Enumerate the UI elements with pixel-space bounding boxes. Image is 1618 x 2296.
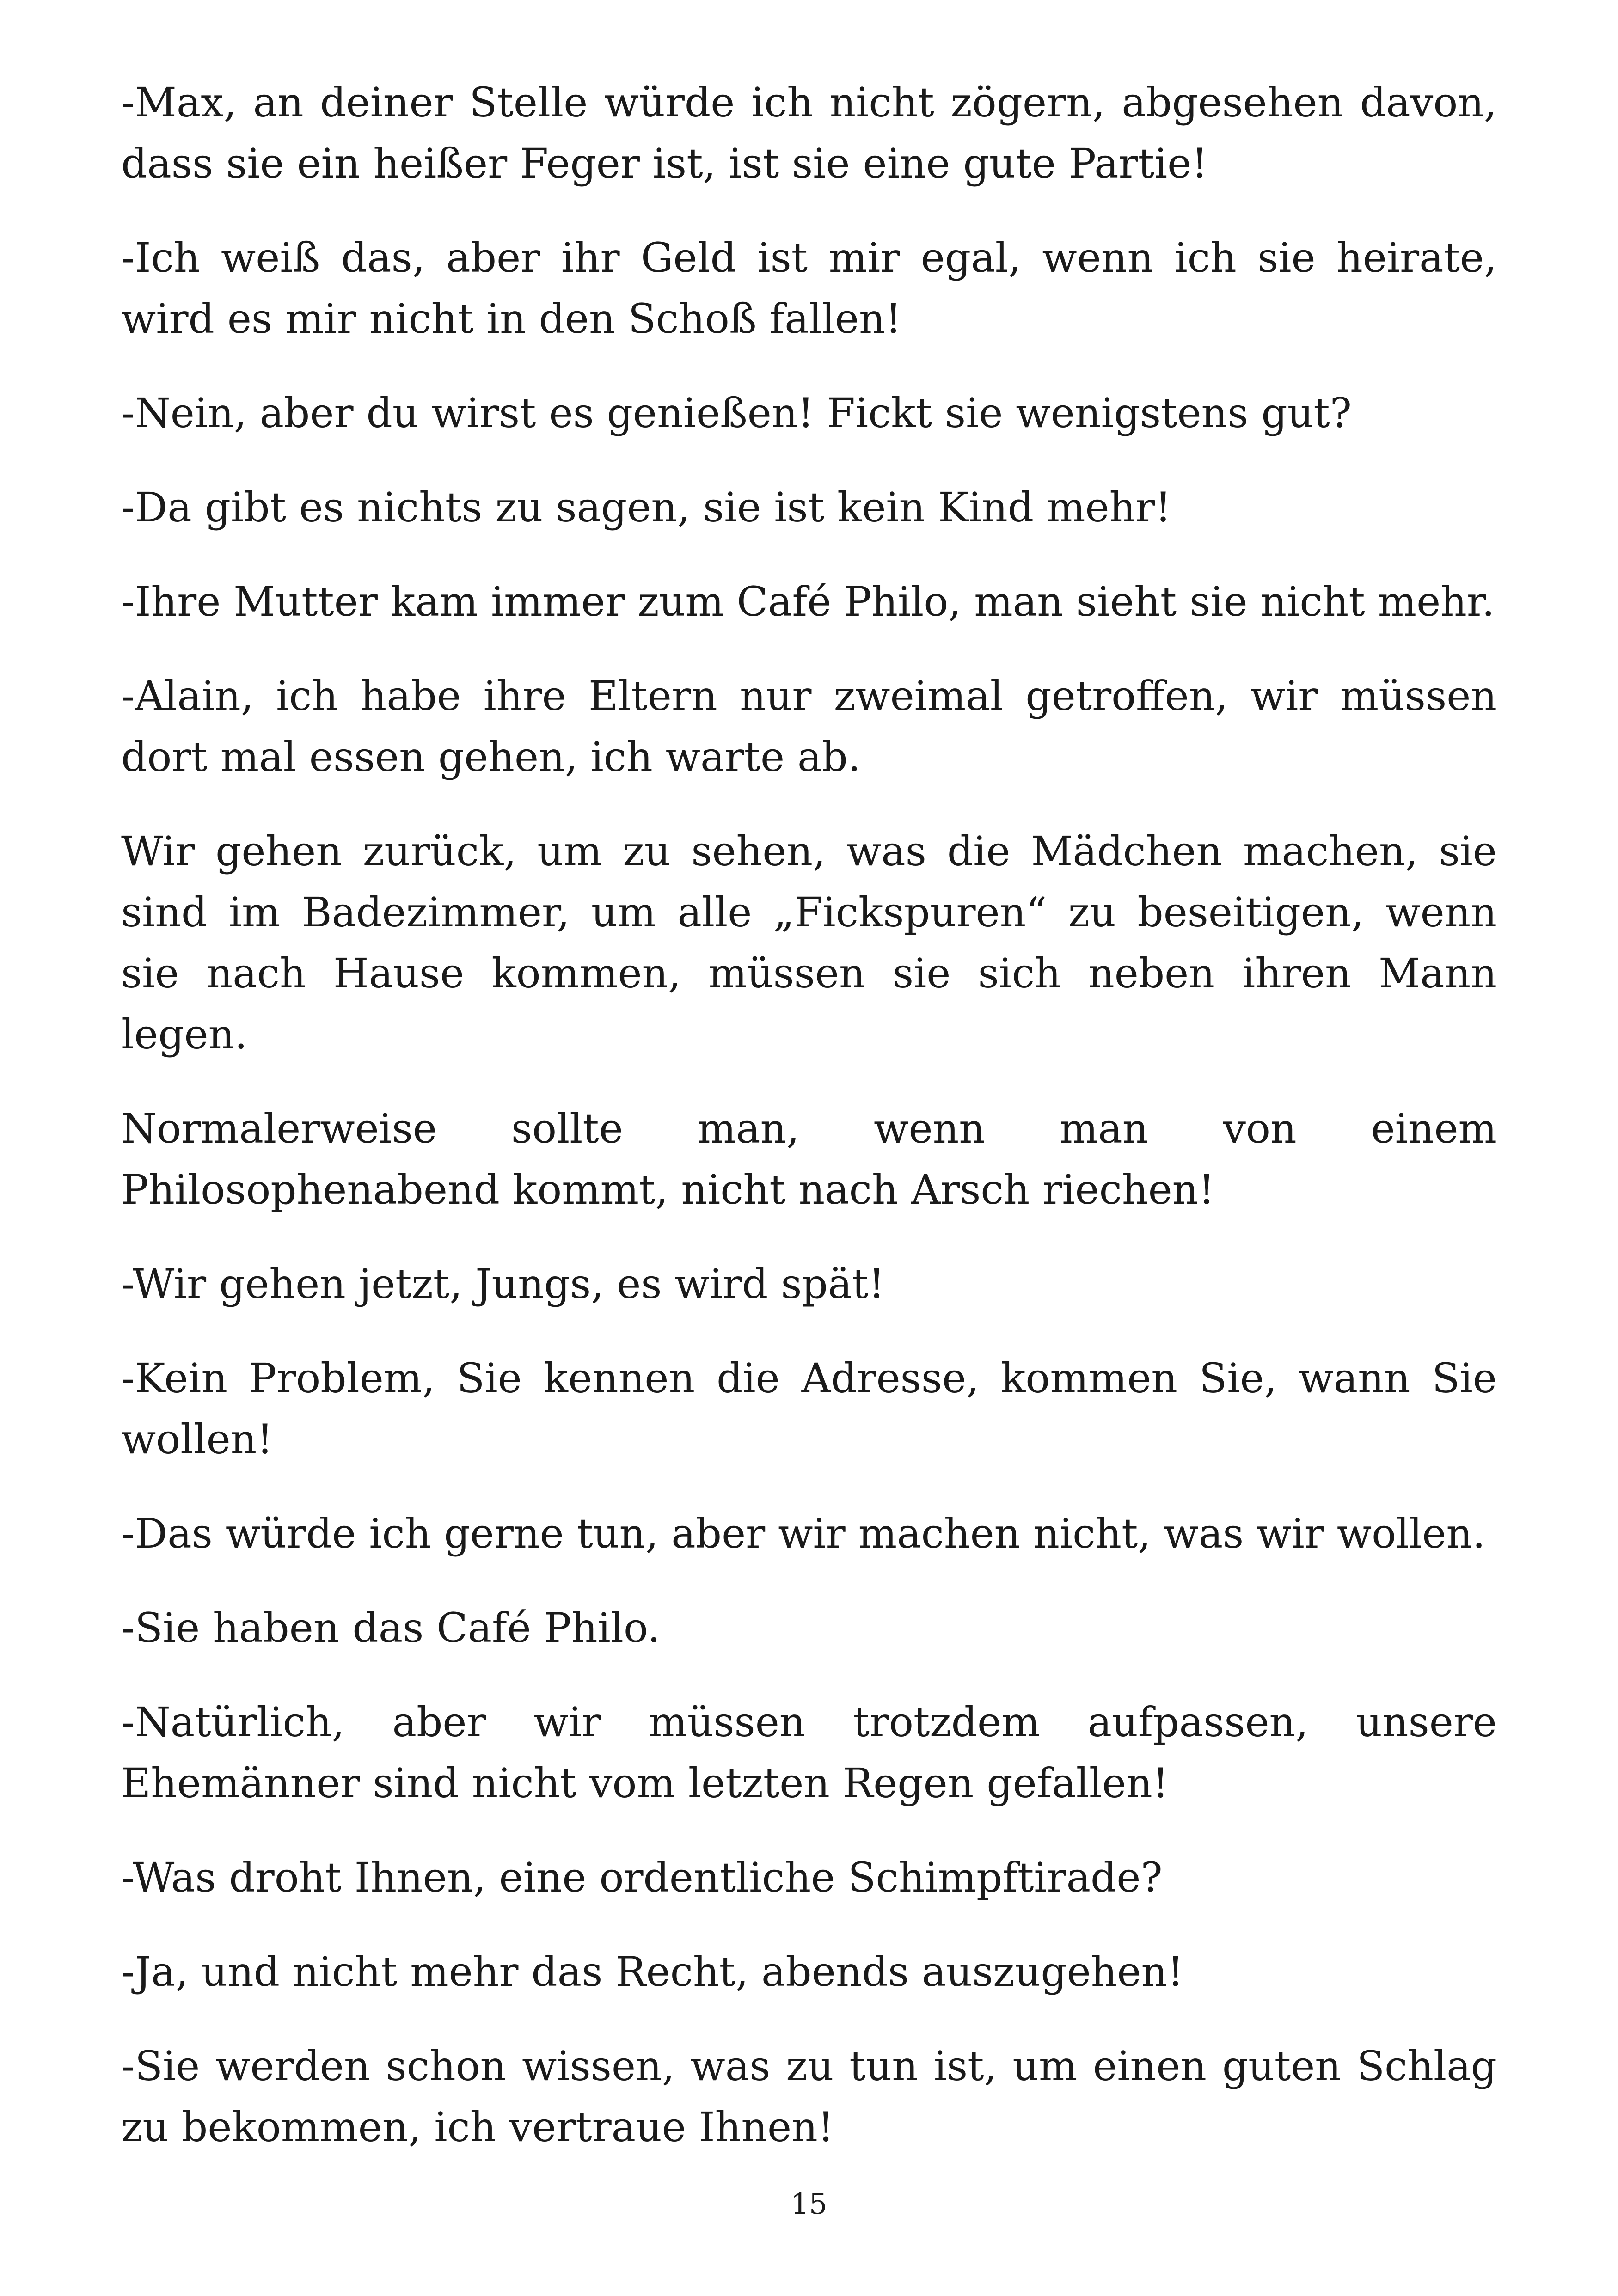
paragraph-15: -Ja, und nicht mehr das Recht, abends auszugehen! bbox=[121, 1948, 1184, 1996]
paragraph-8: Normalerweise sollte man, wenn man von einem Philosophenabend kommt, nicht nach Arsch riechen! bbox=[121, 1105, 1497, 1213]
paragraph-7: Wir gehen zurück, um zu sehen, was die Mädchen machen, sie sind im Badezimmer, um alle „Fickspuren“ zu beseitigen, wenn sie nach Hause kommen, müssen sie sich neben ihren Mann legen. bbox=[121, 827, 1497, 1058]
paragraph-6: -Alain, ich habe ihre Eltern nur zweimal getroffen, wir müssen dort mal essen gehen, ich warte ab. bbox=[121, 672, 1497, 781]
paragraph-12: -Sie haben das Café Philo. bbox=[121, 1604, 661, 1652]
paragraph-11: -Das würde ich gerne tun, aber wir machen nicht, was wir wollen. bbox=[121, 1510, 1486, 1557]
paragraph-9: -Wir gehen jetzt, Jungs, es wird spät! bbox=[121, 1260, 885, 1308]
paragraph-14: -Was droht Ihnen, eine ordentliche Schimpftirade? bbox=[121, 1854, 1163, 1901]
paragraph-1: -Max, an deiner Stelle würde ich nicht zögern, abgesehen davon, dass sie ein heißer Feger ist, ist sie eine gute Partie! bbox=[121, 79, 1497, 187]
body-text bbox=[121, 72, 1497, 2191]
paragraph-2: -Ich weiß das, aber ihr Geld ist mir egal, wenn ich sie heirate, wird es mir nicht in den Schoß fallen! bbox=[121, 234, 1497, 343]
page-number: 15 bbox=[791, 2187, 827, 2221]
paragraph-10: -Kein Problem, Sie kennen die Adresse, kommen Sie, wann Sie wollen! bbox=[121, 1354, 1497, 1463]
paragraph-4: -Da gibt es nichts zu sagen, sie ist kein Kind mehr! bbox=[121, 484, 1171, 531]
paragraph-3: -Nein, aber du wirst es genießen! Fickt sie wenigstens gut? bbox=[121, 389, 1352, 437]
paragraph-5: -Ihre Mutter kam immer zum Café Philo, man sieht sie nicht mehr. bbox=[121, 578, 1495, 625]
paragraph-13: -Natürlich, aber wir müssen trotzdem aufpassen, unsere Ehemänner sind nicht vom letzten Regen gefallen! bbox=[121, 1698, 1497, 1807]
paragraph-16: -Sie werden schon wissen, was zu tun ist, um einen guten Schlag zu bekommen, ich vertraue Ihnen! bbox=[121, 2042, 1497, 2151]
